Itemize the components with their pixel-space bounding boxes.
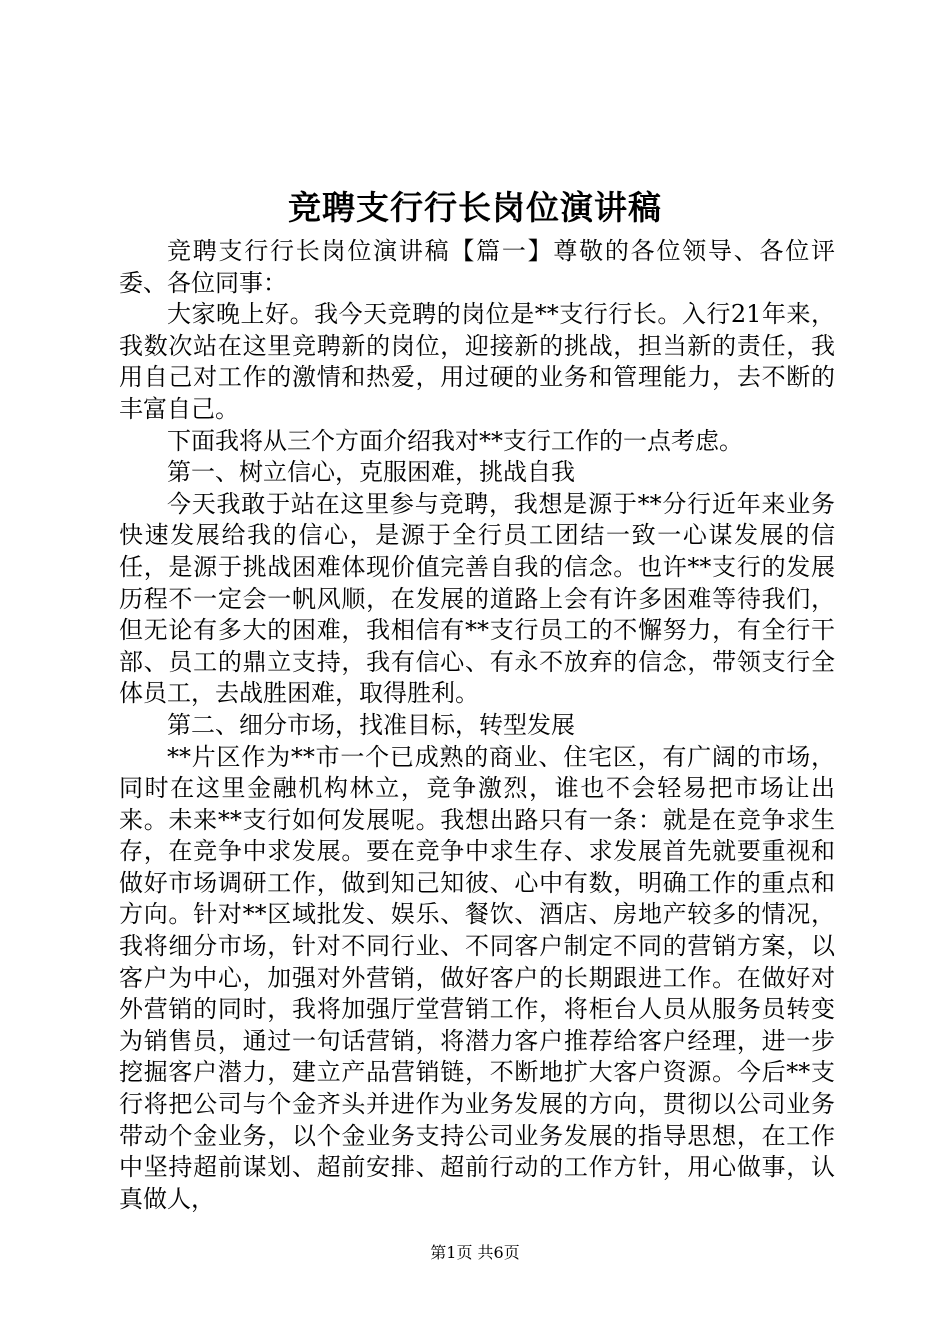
paragraph-section-2: **片区作为**市一个已成熟的商业、住宅区，有广阔的市场，同时在这里金融机构林立，竞争激烈，谁也不会轻易把市场让出来。未来**支行如何发展呢。我想出路只有一条：就是在竞争求生存，在竞争中求发展。要在竞争中求生存、求发展首先就要重视和做好市场调研工作，做到知己知彼、心中有数，明确工作的重点和方向。针对**区域批发、娱乐、餐饮、酒店、房地产较多的情况，我将细分市场，针对不同行业、不同客户制定不同的营销方案，以客户为中心，加强对外营销，做好客户的长期跟进工作。在做好对外营销的同时，我将加强厅堂营销工作，将柜台人员从服务员转变为销售员，通过一句话营销，将潜力客户推荐给客户经理，进一步挖掘客户潜力，建立产品营销链，不断地扩大客户资源。今后**支行将把公司与个金齐头并进作为业务发展的方向，贯彻以公司业务带动个金业务，以个金业务支持公司业务发展的指导思想，在工作中坚持超前谋划、超前安排、超前行动的工作方针，用心做事，认真做人， bbox=[119, 742, 835, 1213]
page-footer: 第1页 共6页 bbox=[430, 1243, 520, 1262]
paragraph-greeting: 竞聘支行行长岗位演讲稿【篇一】尊敬的各位领导、各位评委、各位同事： bbox=[119, 237, 835, 297]
paragraph-intro: 大家晚上好。我今天竞聘的岗位是**支行行长。入行21年来，我数次站在这里竞聘新的岗位，迎接新的挑战，担当新的责任，我用自己对工作的激情和热爱，用过硬的业务和管理能力，去不断的丰富自己。 bbox=[119, 300, 835, 423]
section-heading-1: 第一、树立信心，克服困难，挑战自我 bbox=[167, 458, 575, 487]
section-heading-2: 第二、细分市场，找准目标，转型发展 bbox=[167, 710, 575, 739]
document-body bbox=[119, 236, 835, 1215]
document-title: 竞聘支行行长岗位演讲稿 bbox=[288, 188, 662, 227]
paragraph-outline: 下面我将从三个方面介绍我对**支行工作的一点考虑。 bbox=[167, 426, 743, 455]
paragraph-section-1: 今天我敢于站在这里参与竞聘，我想是源于**分行近年来业务快速发展给我的信心，是源于全行员工团结一致一心谋发展的信任，是源于挑战困难体现价值完善自我的信念。也许**支行的发展历程不一定会一帆风顺，在发展的道路上会有许多困难等待我们，但无论有多大的困难，我相信有**支行员工的不懈努力，有全行干部、员工的鼎立支持，我有信心、有永不放弃的信念，带领支行全体员工，去战胜困难，取得胜利。 bbox=[119, 489, 835, 708]
